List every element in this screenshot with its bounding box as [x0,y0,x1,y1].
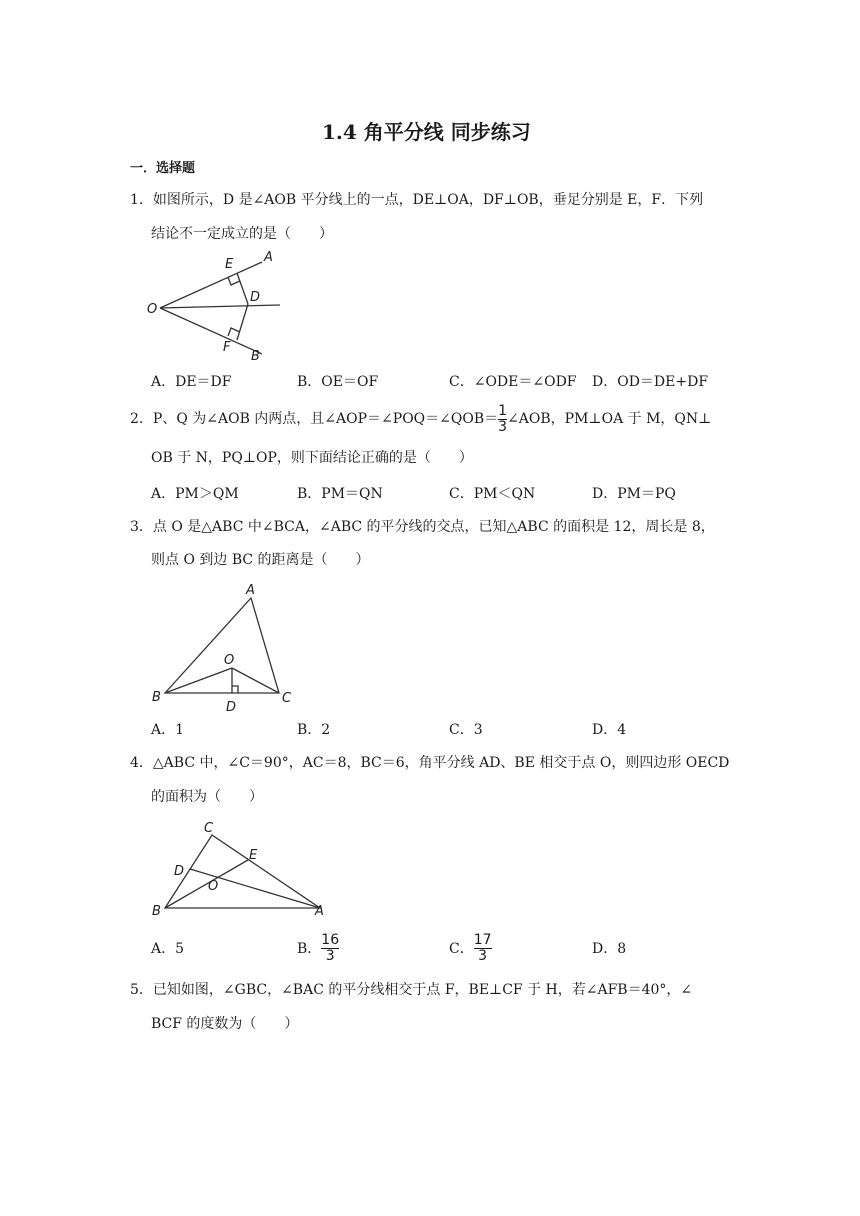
label-f: F [223,340,231,355]
q2-option-a[interactable]: A．PM＞QM [151,486,239,502]
label-o: O [208,879,219,894]
triangle-abc [165,835,320,908]
bisector-od [160,305,280,308]
q4-option-b-prefix: B． [297,941,322,957]
fraction-numerator: 17 [473,931,492,948]
question-2-line-2: OB 于 N，PQ⊥OP，则下面结论正确的是（ ） [151,450,473,466]
q1-option-d[interactable]: D．OD＝DE+DF [592,374,709,390]
fraction-numerator: 1 [498,402,508,419]
question-3-figure [140,575,300,715]
question-5-line-1: 5．已知如图，∠GBC，∠BAC 的平分线相交于点 F，BE⊥CF 于 H，若∠AFB＝40°，∠ [130,982,693,998]
label-b: B [152,904,161,919]
label-d: D [226,700,237,715]
label-a: A [264,250,273,265]
q4-option-c[interactable] [449,928,492,968]
segment-df [237,304,248,340]
q2-option-d[interactable]: D．PM＝PQ [592,486,676,502]
label-c: C [282,691,292,706]
label-b: B [251,349,260,364]
q1-option-a[interactable]: A．DE＝DF [151,374,232,390]
q4-option-c-prefix: C． [449,941,474,957]
q3-option-c[interactable]: C．3 [449,722,483,738]
label-d: D [250,290,261,305]
segment-co [232,668,279,693]
triangle-abc [165,598,279,693]
label-o: O [224,653,235,668]
label-d: D [174,864,185,879]
q3-option-a[interactable]: A．1 [151,722,185,738]
q4-option-b-fraction [321,933,339,964]
fraction-one-third [498,404,507,435]
question-2-text-a: 2．P、Q 为∠AOB 内两点，且∠AOP＝∠POQ＝∠QOB＝ [130,411,499,427]
q4-option-b[interactable] [297,928,339,968]
question-3-line-2: 则点 O 到边 BC 的距离是（ ） [151,552,370,568]
question-5-line-2: BCF 的度数为（ ） [151,1016,299,1032]
label-c: C [204,821,214,836]
label-b: B [152,690,161,705]
segment-bo [165,668,232,693]
question-1-line-1: 1．如图所示，D 是∠AOB 平分线上的一点，DE⊥OA，DF⊥OB，垂足分别是 E，F．下列 [130,192,704,208]
ray-ob [160,308,262,354]
label-a: A [246,583,255,598]
question-2-text-b: ∠AOB，PM⊥OA 于 M，QN⊥ [507,411,712,427]
question-4-figure [140,815,340,920]
fraction-denominator: 3 [498,418,508,435]
right-angle-d [232,686,238,693]
q2-option-b[interactable]: B．PM＝QN [297,486,383,502]
q3-option-d[interactable]: D．4 [592,722,627,738]
label-a: A [315,904,324,919]
question-1-line-2: 结论不一定成立的是（ ） [151,226,333,242]
q4-option-a[interactable]: A．5 [151,941,185,957]
question-4-line-1: 4．△ABC 中，∠C＝90°，AC＝8，BC＝6，角平分线 AD、BE 相交于点 O，则四边形 OECD [130,755,730,771]
q3-option-b[interactable]: B．2 [297,722,331,738]
q4-option-c-fraction [474,933,492,964]
q1-option-b[interactable]: B．OE＝OF [297,374,379,390]
page-title: 1.4 角平分线 同步练习 [322,120,531,144]
q2-option-c[interactable]: C．PM＜QN [449,486,536,502]
label-o: O [147,302,158,317]
question-4-line-2: 的面积为（ ） [151,789,263,805]
fraction-numerator: 16 [321,931,340,948]
fraction-denominator: 3 [325,947,335,964]
question-2-line-1 [130,400,711,438]
question-1-figure [140,245,290,365]
section-heading: 一．选择题 [130,161,196,176]
question-3-line-1: 3．点 O 是△ABC 中∠BCA，∠ABC 的平分线的交点，已知△ABC 的面积是 12，周长是 8， [130,519,715,535]
label-e: E [225,257,234,272]
fraction-denominator: 3 [478,947,488,964]
q4-option-d[interactable]: D．8 [592,941,627,957]
label-e: E [249,848,258,863]
segment-de [237,273,248,304]
q1-option-c[interactable]: C．∠ODE＝∠ODF [449,374,577,390]
